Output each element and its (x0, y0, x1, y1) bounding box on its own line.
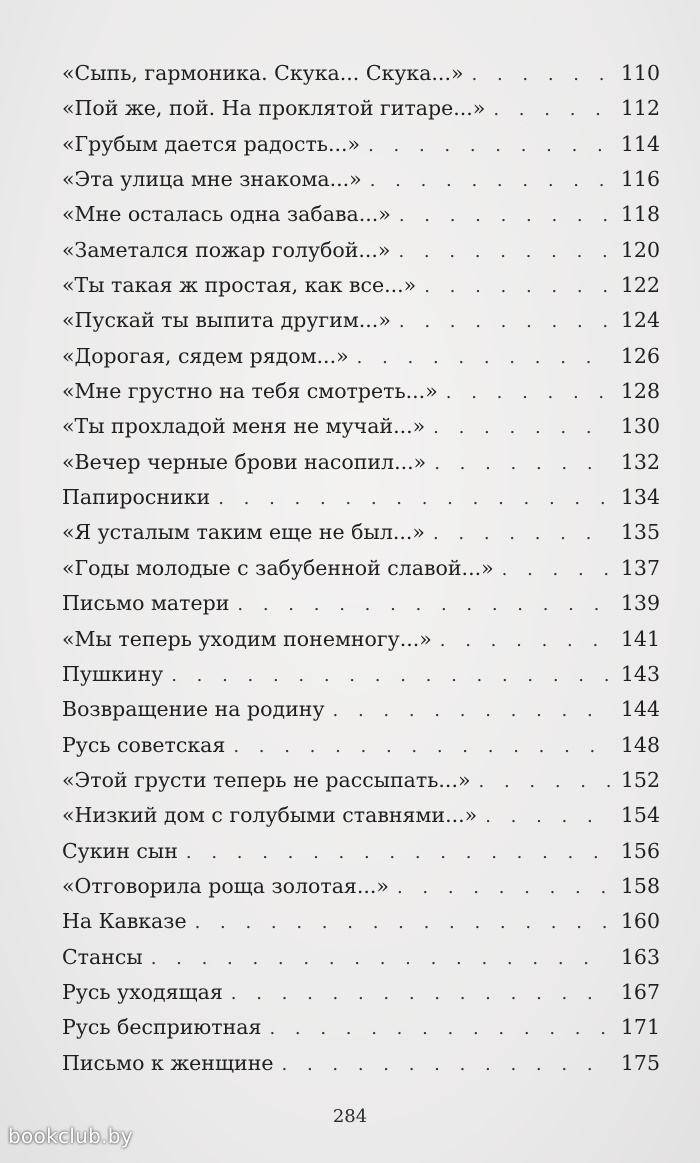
toc-entry-title: Пушкину (62, 661, 164, 686)
toc-entry-page: 163 (620, 944, 660, 969)
toc-leader-dots (151, 941, 610, 975)
toc-entry-title: Письмо матери (62, 591, 230, 616)
toc-entry (62, 904, 660, 939)
toc-entry (62, 1046, 660, 1081)
toc-leader-dots (368, 128, 610, 162)
toc-entry (62, 91, 660, 126)
toc-leader-dots (171, 658, 610, 692)
toc-entry (62, 657, 660, 692)
toc-leader-dots (485, 799, 610, 833)
toc-entry (62, 834, 660, 869)
toc-entry-title: «Сыпь, гармоника. Скука... Скука...» (62, 61, 464, 85)
toc-entry (62, 374, 660, 409)
toc-entry-page: 143 (620, 661, 660, 686)
toc-entry-page: 124 (620, 308, 660, 333)
toc-entry-page: 152 (620, 767, 660, 792)
toc-entry-page: 132 (620, 449, 660, 474)
toc-entry-title: «Низкий дом с голубыми ставнями...» (62, 803, 478, 828)
toc-entry-page: 126 (620, 343, 660, 368)
toc-leader-dots (479, 764, 611, 798)
toc-entry-title: Папиросники (62, 485, 211, 510)
toc-entry (62, 162, 660, 197)
toc-entry-title: «Грубым дается радость...» (62, 131, 361, 156)
toc-entry (62, 480, 660, 515)
toc-leader-dots (370, 163, 610, 197)
toc-entry-title: На Кавказе (62, 909, 187, 934)
page-number: 284 (332, 1106, 368, 1127)
toc-entry (62, 551, 660, 586)
toc-entry-title: «Мне грустно на тебя смотреть...» (62, 379, 438, 404)
toc-entry-title: «Пускай ты выпита другим...» (62, 308, 391, 333)
toc-entry-title: «Я усталым таким еще не был...» (62, 520, 425, 545)
toc-leader-dots (237, 587, 610, 621)
toc-leader-dots (398, 234, 610, 268)
toc-entry (62, 869, 660, 904)
toc-entry-title: «Пой же, пой. На проклятой гитаре...» (62, 96, 486, 121)
toc-leader-dots (186, 835, 610, 869)
toc-entry-title: «Эта улица мне знакома...» (62, 167, 362, 192)
toc-entry (62, 233, 660, 268)
toc-leader-dots (434, 446, 610, 480)
toc-leader-dots (218, 481, 610, 515)
toc-entry (62, 798, 660, 833)
toc-entry-page: 135 (620, 520, 660, 545)
toc-entry-page: 154 (620, 803, 660, 828)
toc-entry (62, 1010, 660, 1045)
toc-entry-page: 134 (620, 485, 660, 510)
toc-entry-title: «Ты прохладой меня не мучай...» (62, 414, 426, 439)
toc-entry (62, 303, 660, 338)
toc-entry-title: Стансы (62, 944, 143, 969)
toc-entry-title: «Заметался пожар голубой...» (62, 237, 391, 262)
toc-entry-page: 120 (620, 237, 660, 262)
toc-entry-page: 128 (620, 379, 660, 404)
toc-entry (62, 940, 660, 975)
toc-entry-page: 116 (620, 167, 660, 192)
toc-entry-page: 156 (620, 838, 660, 863)
toc-entry-title: Сукин сын (62, 838, 178, 863)
toc-leader-dots (446, 375, 610, 409)
toc-entry-title: Русь советская (62, 732, 226, 757)
toc-entry-page: 137 (620, 555, 660, 580)
toc-leader-dots (282, 1047, 611, 1081)
toc-entry-title: Русь уходящая (62, 979, 223, 1004)
toc-leader-dots (269, 1011, 610, 1045)
toc-entry-page: 158 (620, 873, 660, 898)
toc-entry-page: 118 (620, 202, 660, 227)
toc-entry-title: Письмо к женщине (62, 1050, 274, 1075)
toc-entry-title: «Вечер черные брови насопил...» (62, 449, 427, 474)
toc-entry-title: «Дорогая, сядем рядом...» (62, 343, 349, 368)
toc-entry-title: «Мне осталась одна забава...» (62, 202, 391, 227)
toc-leader-dots (333, 693, 610, 727)
toc-leader-dots (397, 870, 610, 904)
toc-entry-page: 122 (620, 273, 660, 298)
toc-entry-page: 141 (620, 626, 660, 651)
toc-entry (62, 586, 660, 621)
toc-entry (62, 56, 660, 91)
toc-entry-page: 112 (620, 96, 660, 121)
toc-leader-dots (433, 516, 610, 550)
toc-entry (62, 197, 660, 232)
toc-entry (62, 445, 660, 480)
toc-entry-title: Русь бесприютная (62, 1015, 262, 1040)
toc-entry (62, 339, 660, 374)
toc-entry-page: 110 (620, 61, 660, 85)
toc-entry-title: «Мы теперь уходим понемногу...» (62, 626, 432, 651)
toc-leader-dots (502, 552, 610, 586)
toc-leader-dots (399, 198, 610, 232)
toc-leader-dots (233, 729, 610, 763)
toc-leader-dots (472, 57, 610, 91)
toc-entry (62, 975, 660, 1010)
table-of-contents (62, 56, 660, 1081)
toc-entry-page: 114 (620, 131, 660, 156)
toc-leader-dots (433, 410, 610, 444)
toc-entry (62, 409, 660, 444)
toc-entry (62, 692, 660, 727)
toc-entry-page: 160 (620, 909, 660, 934)
toc-entry (62, 763, 660, 798)
toc-leader-dots (493, 92, 610, 126)
toc-entry-page: 148 (620, 732, 660, 757)
toc-leader-dots (357, 340, 610, 374)
toc-entry (62, 622, 660, 657)
toc-entry-title: «Годы молодые с забубенной славой...» (62, 555, 494, 580)
toc-entry-page: 171 (620, 1015, 660, 1040)
toc-entry-title: Возвращение на родину (62, 697, 325, 722)
toc-entry-page: 167 (620, 979, 660, 1004)
toc-leader-dots (231, 976, 610, 1010)
toc-leader-dots (424, 269, 610, 303)
toc-entry-page: 144 (620, 697, 660, 722)
toc-entry-title: «Этой грусти теперь не рассыпать...» (62, 767, 471, 792)
toc-leader-dots (195, 905, 610, 939)
toc-entry-page: 175 (620, 1050, 660, 1075)
toc-leader-dots (399, 304, 610, 338)
watermark-logo: bookclub.by (8, 1124, 133, 1148)
toc-entry-page: 139 (620, 591, 660, 616)
toc-entry (62, 728, 660, 763)
toc-entry (62, 268, 660, 303)
toc-leader-dots (440, 623, 610, 657)
toc-entry-title: «Отговорила роща золотая...» (62, 873, 389, 898)
toc-entry-title: «Ты такая ж простая, как все...» (62, 273, 417, 298)
toc-entry-page: 130 (620, 414, 660, 439)
toc-entry (62, 515, 660, 550)
toc-entry (62, 127, 660, 162)
